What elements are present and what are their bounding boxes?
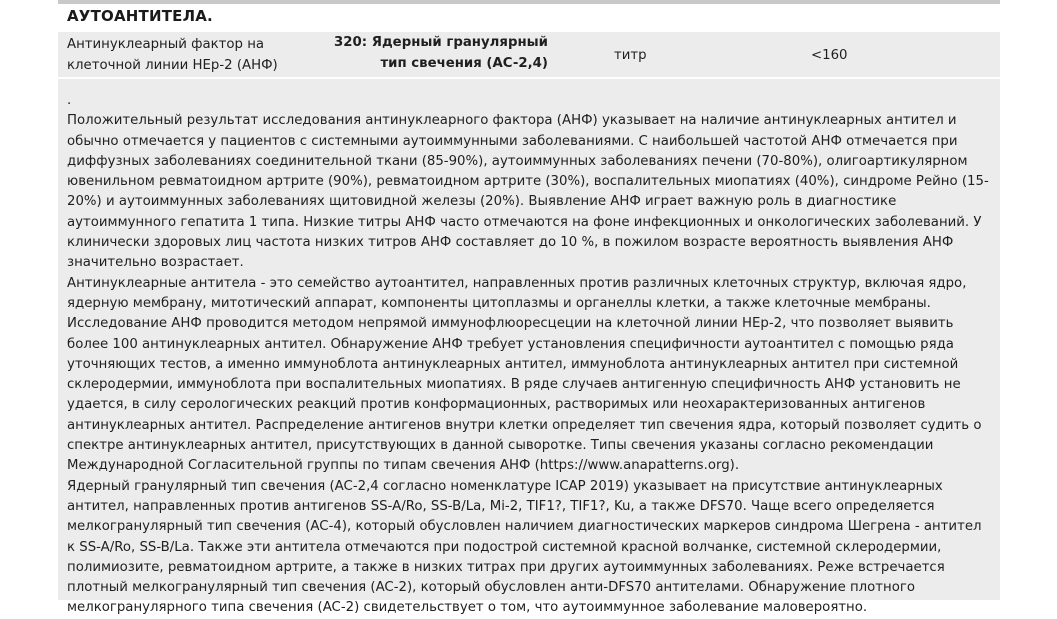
comment-text (67, 91, 992, 619)
test-result (308, 32, 548, 74)
comment-paragraph: Ядерный гранулярный тип свечения (AC-2,4 согласно номенклатуре ICAP 2019) указывает на присутствие антинуклеарных антител, направленных против антигенов SS-A/Ro, SS-B/La, Mi-2, TIF1?, TIF1?, Ku, а также DFS70. Чаще всего определяется мелкогранулярный тип свечения (AC-4), который обусловлен наличием диагностических маркеров синдрома Шегрена - антител к SS-A/Ro, SS-B/La. Также эти антитела отмечаются при подострой системной красной волчанке, системной склеродермии, полимиозите, ревматоидном артрите, а также в низких титрах при других аутоиммунных заболеваниях. Реже встречается плотный мелкогранулярный тип свечения (AC-2), который обусловлен анти-DFS70 антителами. Обнаружение плотного мелкогранулярного типа свечения (AC-2) свидетельствует о том, что аутоиммунное заболевание маловероятно. (67, 478, 982, 616)
comment-paragraph: . (67, 93, 72, 108)
comment-paragraph: Положительный результат исследования антинуклеарного фактора (АНФ) указывает на наличие антинуклеарных антител и обычно отмечается у пациентов с системными аутоиммунными заболеваниями. С наибольшей частотой АНФ отмечается при диффузных заболеваниях соединительной ткани (85-90%), аутоиммунных заболеваниях печени (70-80%), олигоартикулярном ювенильном ревматоидном артрите (90%), ревматоидном артрите (30%), воспалительных миопатиях (40%), синдроме Рейно (15-20%) и аутоиммунных заболеваниях щитовидной железы (20%). Выявление АНФ играет важную роль в диагностике аутоиммунного гепатита 1 типа. Низкие титры АНФ часто отмечаются на фоне инфекционных и онкологических заболеваний. У клинически здоровых лиц частота низких титров АНФ составляет до 10 %, в пожилом возрасте вероятность выявления АНФ значительно возрастает. (67, 113, 989, 271)
report-sheet (58, 0, 1000, 616)
section-title: АУТОАНТИТЕЛА. (67, 7, 213, 25)
reference-range: <160 (811, 48, 848, 63)
test-result-line-1: 320: Ядерный гранулярный (334, 35, 548, 50)
comment-paragraph: Антинуклеарные антитела - это семейство аутоантител, направленных против различных клеточных структур, включая ядро, ядерную мембрану, митотический аппарат, компоненты цитоплазмы и органеллы клетки, а также клеточные мембраны. Исследование АНФ проводится методом непрямой иммунофлюоресцеции на клеточной линии HEp-2, что позволяет выявить более 100 антинуклеарных антител. Обнаружение АНФ требует установления специфичности аутоантител с помощью ряда уточняющих тестов, а именно иммуноблота антинуклеарных антител, иммуноблота антинуклеарных антител при системной склеродермии, иммуноблота при воспалительных миопатиях. В ряде случаев антигенную специфичность АНФ установить не удается, в силу серологических реакций против конформационных, растворимых или неохарактеризованных антигенов антинуклеарных антител. Распределение антигенов внутри клетки определяет тип свечения ядра, который позволяет судить о спектре антинуклеарных антител, присутствующих в данной сыворотке. Типы свечения указаны согласно рекомендации Международной Согласительной группы по типам свечения АНФ (https://www.anapatterns.org). (67, 275, 982, 474)
test-result-line-2: тип свечения (AC-2,4) (380, 56, 548, 71)
test-name: Антинуклеарный фактор на клеточной линии HEp-2 (АНФ) (67, 37, 278, 73)
result-row (58, 32, 1000, 77)
comment-block (58, 79, 1000, 616)
top-divider (58, 0, 1000, 4)
test-unit: титр (614, 48, 647, 63)
